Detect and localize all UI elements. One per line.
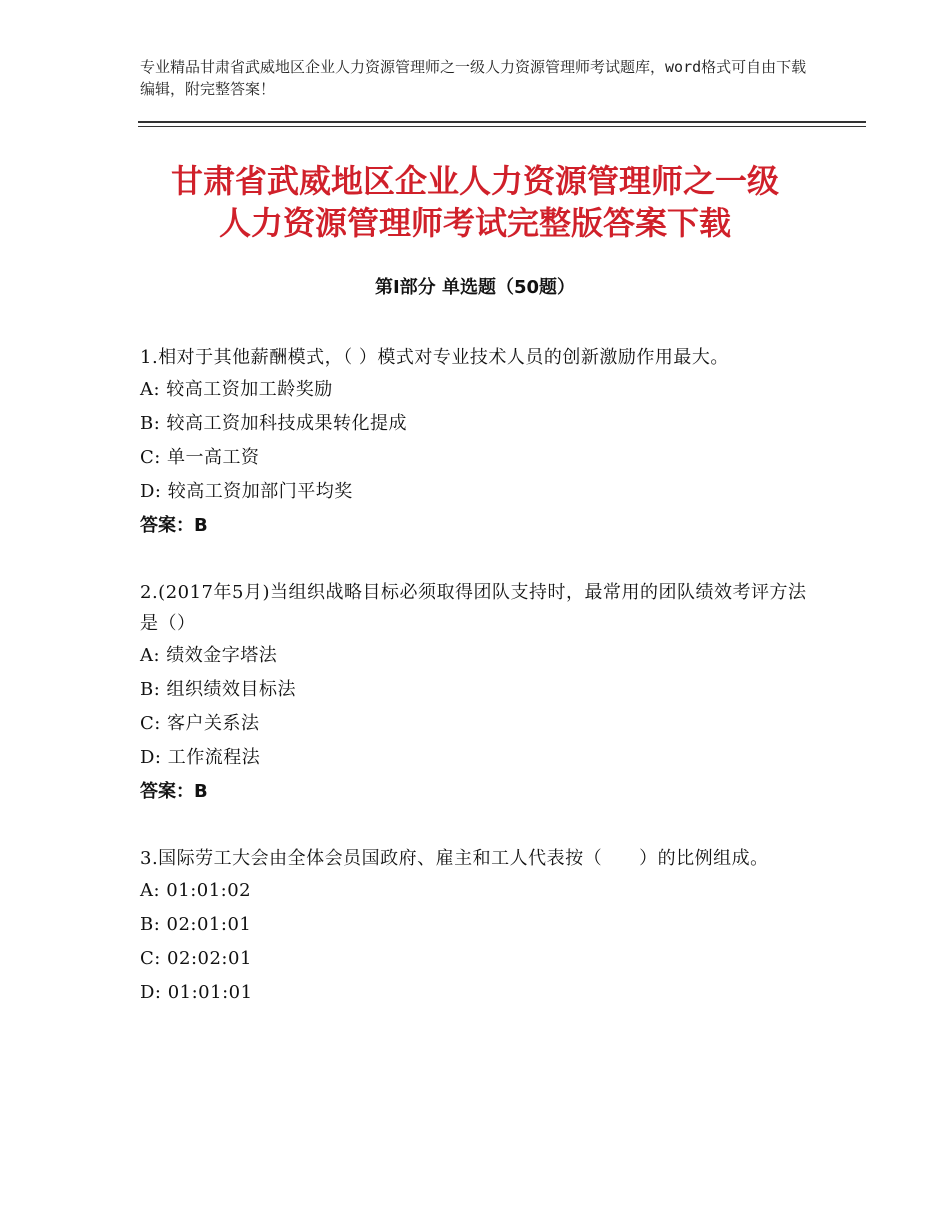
header-note: 专业精品甘肃省武威地区企业人力资源管理师之一级人力资源管理师考试题库，word格式可自由下载编辑，附完整答案！ bbox=[140, 58, 807, 98]
option-d: D: 01:01:01 bbox=[140, 982, 253, 1003]
option-a: A: 绩效金字塔法 bbox=[140, 645, 278, 666]
question-stem: 2.(2017年5月)当组织战略目标必须取得团队支持时，最常用的团队绩效考评方法是（） bbox=[140, 582, 807, 634]
header-rule-thin bbox=[138, 126, 866, 127]
question-1 bbox=[140, 342, 810, 543]
option-b: B: 较高工资加科技成果转化提成 bbox=[140, 413, 408, 434]
question-list bbox=[140, 342, 810, 1044]
option-a: A: 较高工资加工龄奖励 bbox=[140, 379, 333, 400]
section-title: 第Ⅰ部分 单选题（50题） bbox=[374, 277, 575, 298]
option-b: B: 组织绩效目标法 bbox=[140, 679, 297, 700]
document-title bbox=[60, 160, 890, 244]
option-d: D: 工作流程法 bbox=[140, 747, 261, 768]
title-line-1: 甘肃省武威地区企业人力资源管理师之一级 bbox=[170, 162, 779, 200]
option-c: C: 02:02:01 bbox=[140, 948, 252, 969]
option-c: C: 客户关系法 bbox=[140, 713, 260, 734]
header-rule-thick bbox=[138, 121, 866, 123]
option-b: B: 02:01:01 bbox=[140, 914, 252, 935]
question-2 bbox=[140, 577, 810, 809]
option-d: D: 较高工资加部门平均奖 bbox=[140, 481, 353, 502]
answer: 答案：B bbox=[140, 515, 208, 536]
question-3 bbox=[140, 843, 810, 1010]
title-line-2: 人力资源管理师考试完整版答案下载 bbox=[218, 204, 731, 242]
question-stem: 3.国际劳工大会由全体会员国政府、雇主和工人代表按（ ）的比例组成。 bbox=[140, 848, 769, 869]
answer: 答案：B bbox=[140, 781, 208, 802]
option-c: C: 单一高工资 bbox=[140, 447, 260, 468]
question-stem: 1.相对于其他薪酬模式，（ ）模式对专业技术人员的创新激励作用最大。 bbox=[140, 347, 729, 368]
option-a: A: 01:01:02 bbox=[140, 880, 252, 901]
